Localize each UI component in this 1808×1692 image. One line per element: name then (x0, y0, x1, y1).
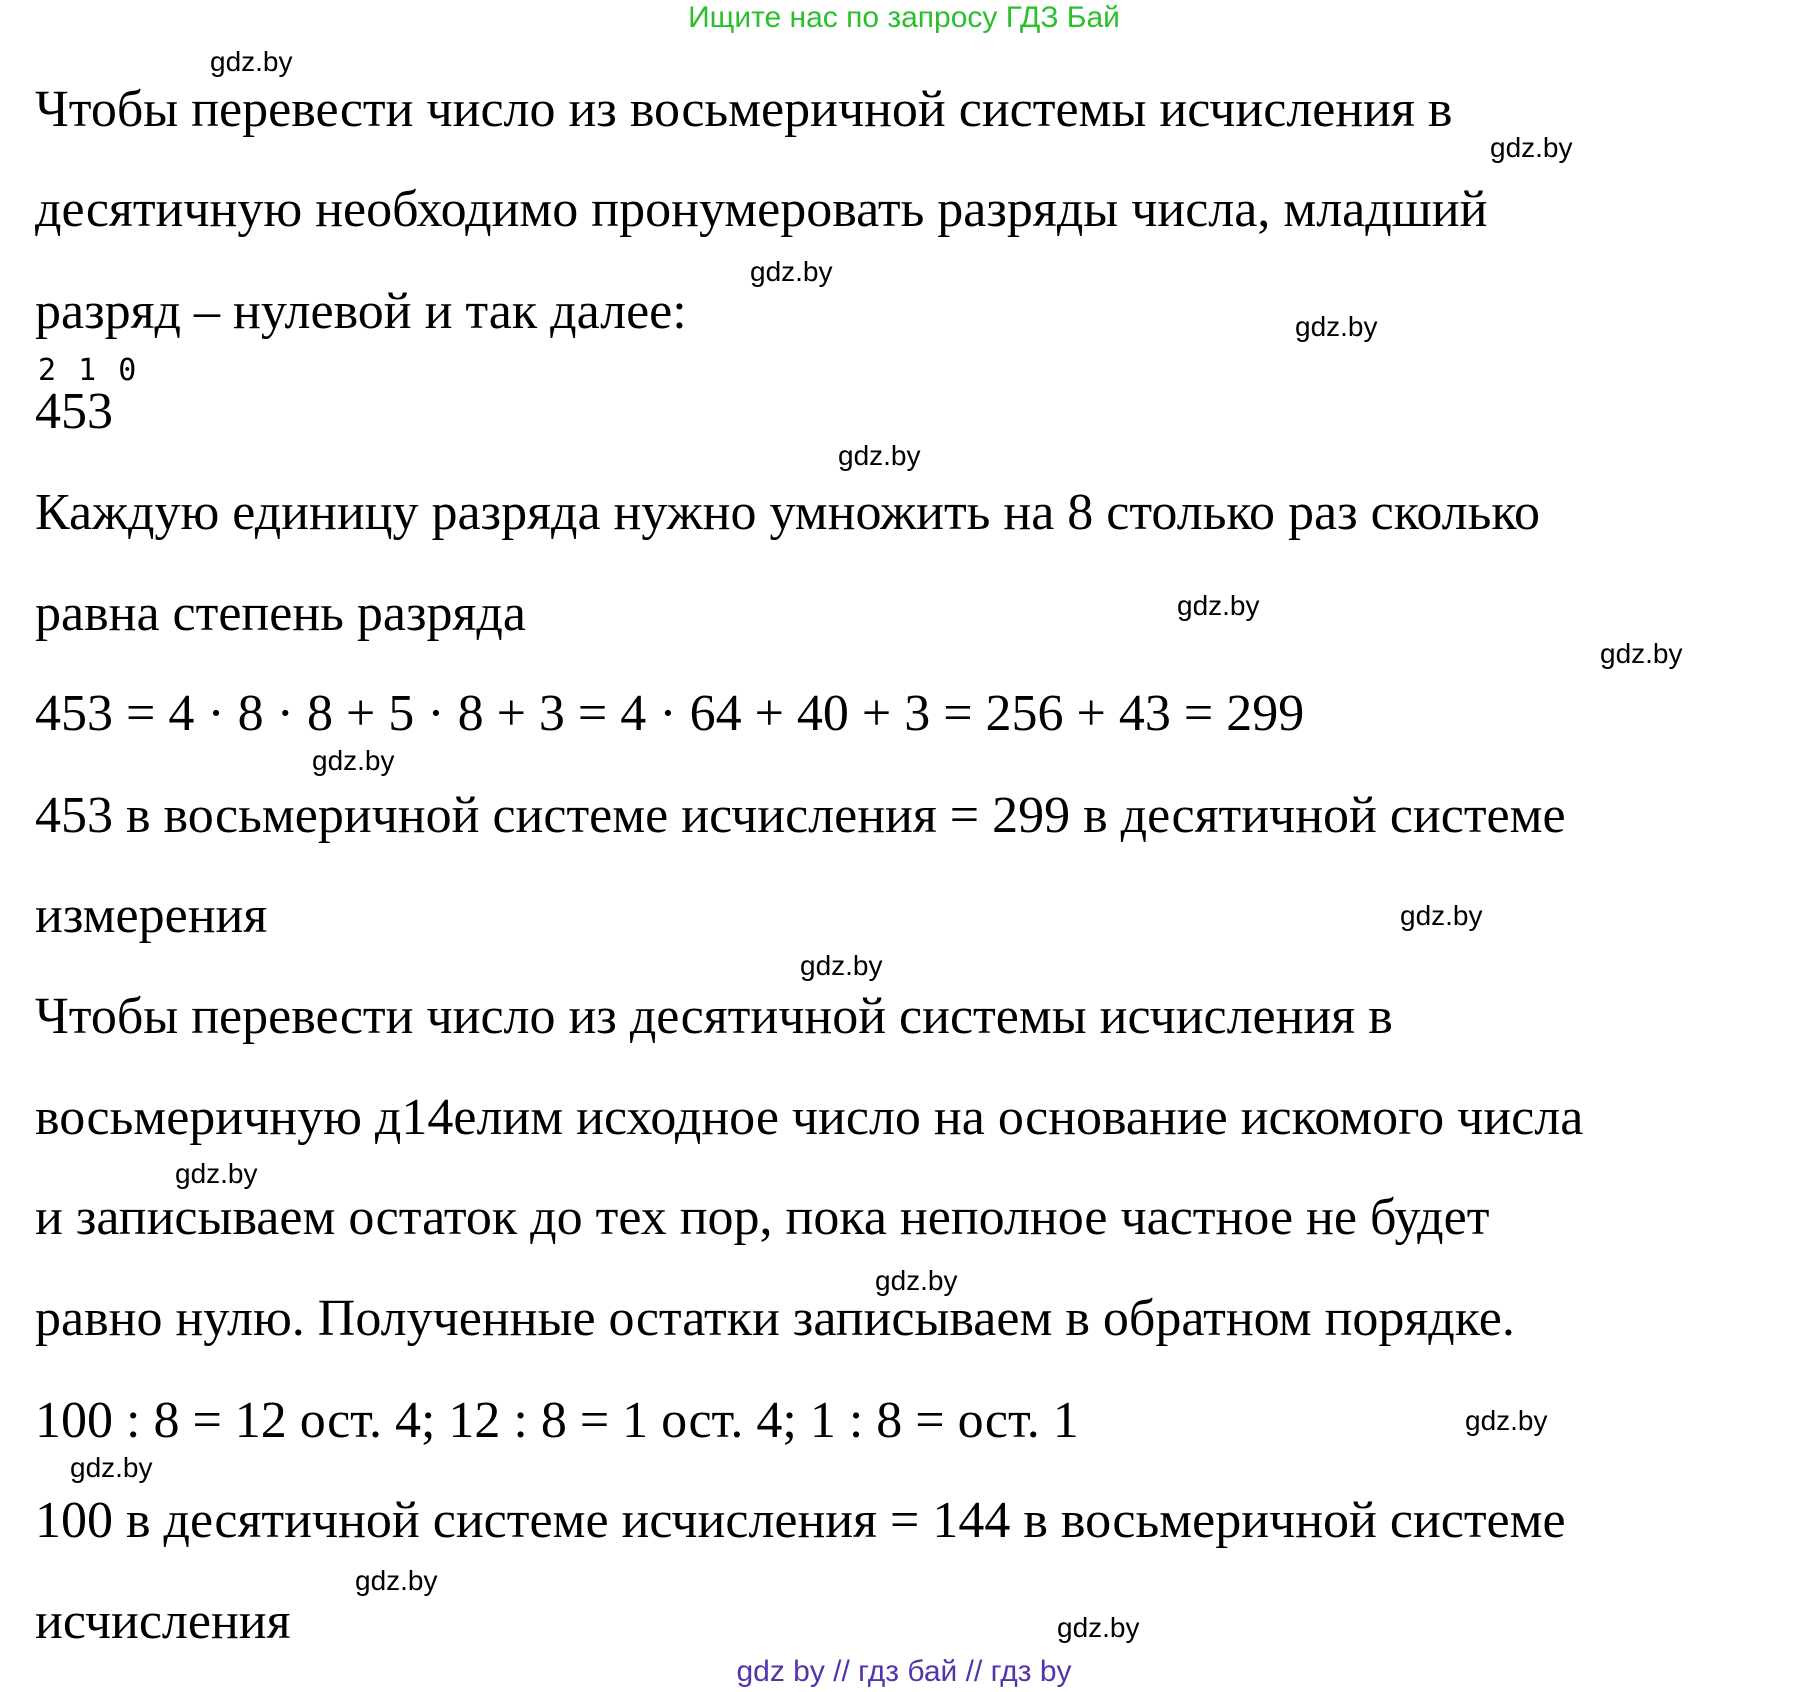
watermark: gdz.by (1400, 900, 1483, 931)
text-line-9: измерения (35, 887, 268, 944)
number-453: 453 (35, 383, 113, 440)
watermark: gdz.by (312, 745, 395, 776)
text-line-16: исчисления (35, 1593, 291, 1650)
watermark: gdz.by (175, 1158, 258, 1189)
watermark: gdz.by (210, 46, 293, 77)
watermark: gdz.by (750, 256, 833, 287)
text-line-15: 100 в десятичной системе исчисления = 144 в восьмеричной системе (35, 1492, 1566, 1549)
text-line-13: равно нулю. Полученные остатки записываем в обратном порядке. (35, 1290, 1515, 1347)
text-line-1: Чтобы перевести число из восьмеричной системы исчисления в (35, 81, 1453, 138)
text-line-3: разряд – нулевой и так далее: (35, 283, 687, 340)
watermark: gdz.by (355, 1565, 438, 1596)
digit-indices: 2 1 0 (38, 353, 139, 388)
text-line-8: 453 в восьмеричной системе исчисления = 299 в десятичной системе (35, 787, 1566, 844)
watermark: gdz.by (800, 950, 883, 981)
text-line-12: и записываем остаток до тех пор, пока неполное частное не будет (35, 1189, 1490, 1246)
watermark: gdz.by (1465, 1405, 1548, 1436)
watermark: gdz.by (875, 1265, 958, 1296)
text-line-6: равна степень разряда (35, 585, 526, 642)
watermark: gdz.by (1490, 132, 1573, 163)
watermark: gdz.by (1295, 311, 1378, 342)
equation-line-1: 453 = 4 · 8 · 8 + 5 · 8 + 3 = 4 · 64 + 40 + 3 = 256 + 43 = 299 (35, 685, 1305, 742)
watermark: gdz.by (1600, 638, 1683, 669)
watermark: gdz.by (1177, 590, 1260, 621)
watermark: gdz.by (1057, 1612, 1140, 1643)
text-line-11: восьмеричную д14елим исходное число на основание искомого числа (35, 1089, 1584, 1146)
text-line-10: Чтобы перевести число из десятичной системы исчисления в (35, 988, 1393, 1045)
watermark: gdz.by (838, 440, 921, 471)
footer-links: gdz by // гдз бай // гдз by (736, 1655, 1072, 1688)
text-line-5: Каждую единицу разряда нужно умножить на 8 столько раз сколько (35, 484, 1540, 541)
watermark: gdz.by (70, 1452, 153, 1483)
top-banner: Ищите нас по запросу ГДЗ Бай (688, 1, 1120, 34)
equation-line-2: 100 : 8 = 12 ост. 4; 12 : 8 = 1 ост. 4; 1 : 8 = ост. 1 (35, 1392, 1079, 1449)
text-line-2: десятичную необходимо пронумеровать разряды числа, младший (35, 181, 1488, 238)
